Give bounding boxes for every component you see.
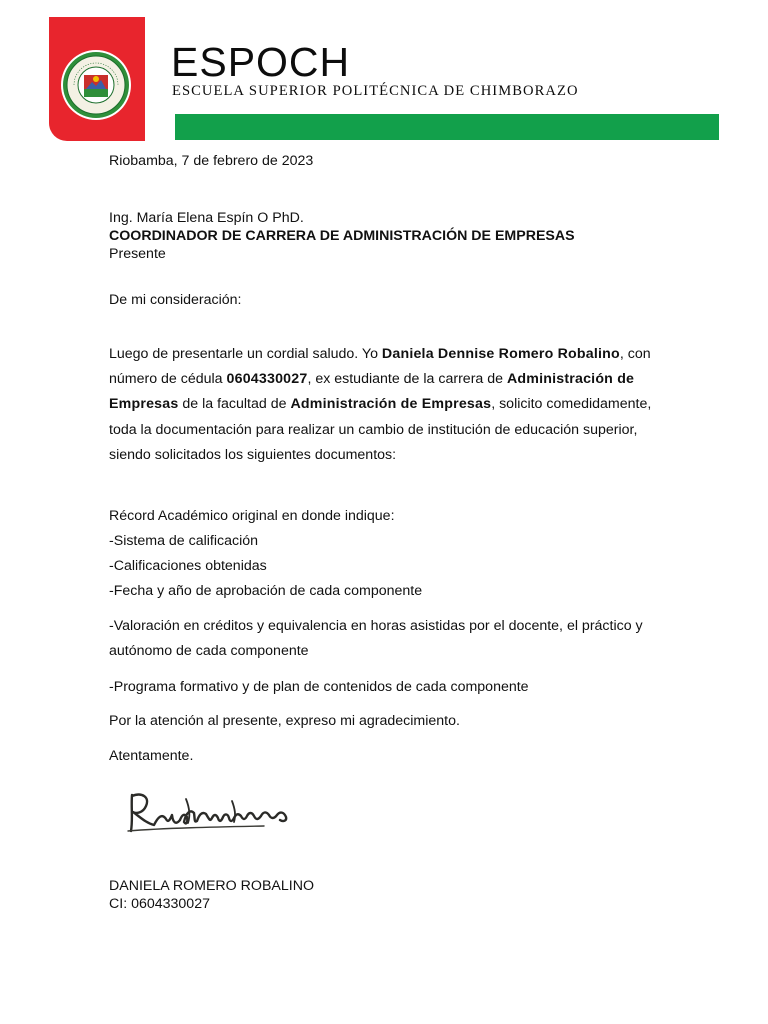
- valoracion-item: -Valoración en créditos y equivalencia en horas asistidas por el docente, el práctico y autónomo de cada componente: [109, 618, 643, 660]
- date-line: Riobamba, 7 de febrero de 2023: [109, 153, 314, 169]
- body-paragraph: [109, 342, 657, 468]
- signer-name: DANIELA ROMERO ROBALINO: [109, 878, 314, 894]
- body-text: , ex estudiante de la carrera de: [307, 371, 507, 388]
- list-item: -Sistema de calificación: [109, 533, 259, 549]
- body-text: , solicito comedidamente, toda la documentación para realizar un cambio de institución de educación superior, siendo solicitados los siguientes documentos:: [109, 396, 652, 463]
- body-text: , con número de cédula: [109, 346, 651, 388]
- signer-id: CI: 0604330027: [109, 896, 210, 912]
- recipient-presente: Presente: [109, 246, 166, 262]
- programa-item: -Programa formativo y de plan de contenidos de cada componente: [109, 679, 529, 695]
- brand-name: ESPOCH: [171, 39, 351, 85]
- body-text: Luego de presentarle un cordial saludo. Yo: [109, 346, 382, 362]
- recipient-title: COORDINADOR DE CARRERA DE ADMINISTRACIÓN DE EMPRESAS: [109, 228, 575, 244]
- espoch-seal-icon: [60, 49, 132, 121]
- header-green-bar: [175, 114, 719, 140]
- student-id: 0604330027: [226, 371, 308, 388]
- list-item: -Calificaciones obtenidas: [109, 558, 267, 574]
- faculty-name: Administración de Empresas: [290, 396, 492, 413]
- brand-subtitle: ESCUELA SUPERIOR POLITÉCNICA DE CHIMBORAZO: [172, 83, 579, 99]
- recipient-name: Ing. María Elena Espín O PhD.: [109, 210, 304, 226]
- student-name: Daniela Dennise Romero Robalino: [381, 346, 620, 362]
- closing-line: Por la atención al presente, expreso mi agradecimiento.: [109, 713, 460, 729]
- farewell: Atentamente.: [109, 748, 194, 764]
- record-intro: Récord Académico original en donde indique:: [109, 508, 395, 524]
- career-name: Administración de Empresas: [109, 371, 635, 413]
- body-text: de la facultad de: [178, 396, 291, 413]
- handwritten-signature: [124, 787, 294, 837]
- salutation: De mi consideración:: [109, 292, 242, 308]
- list-item: -Fecha y año de aprobación de cada componente: [109, 583, 423, 599]
